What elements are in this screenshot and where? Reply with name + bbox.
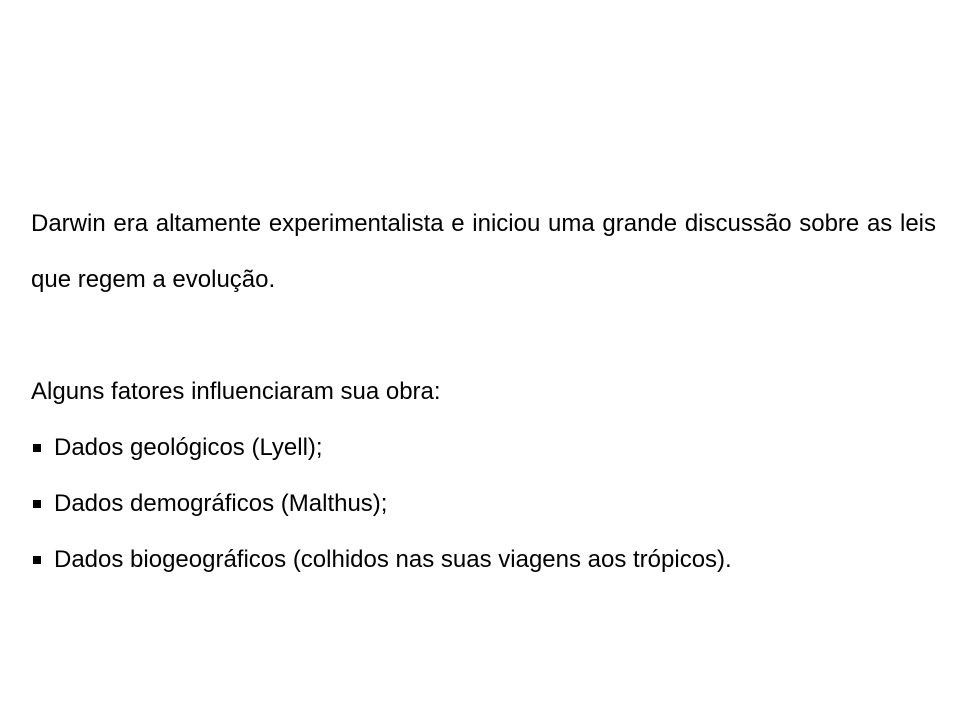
square-bullet-icon xyxy=(33,556,41,564)
square-bullet-icon xyxy=(33,444,41,452)
list-item-text: Dados demográficos (Malthus); xyxy=(54,490,388,517)
list-item xyxy=(31,532,936,588)
square-bullet-icon xyxy=(33,500,41,508)
list-item xyxy=(31,420,936,476)
list-item-text: Dados biogeográficos (colhidos nas suas viagens aos trópicos). xyxy=(54,546,732,573)
slide-content xyxy=(31,196,936,588)
intro-paragraph: Darwin era altamente experimentalista e iniciou uma grande discussão sobre as leis que regem a evolução. xyxy=(31,210,936,293)
factors-heading: Alguns fatores influenciaram sua obra: xyxy=(31,378,441,405)
factors-list xyxy=(31,420,936,588)
list-item xyxy=(31,476,936,532)
spacer xyxy=(31,308,936,364)
list-item-text: Dados geológicos (Lyell); xyxy=(54,434,323,461)
